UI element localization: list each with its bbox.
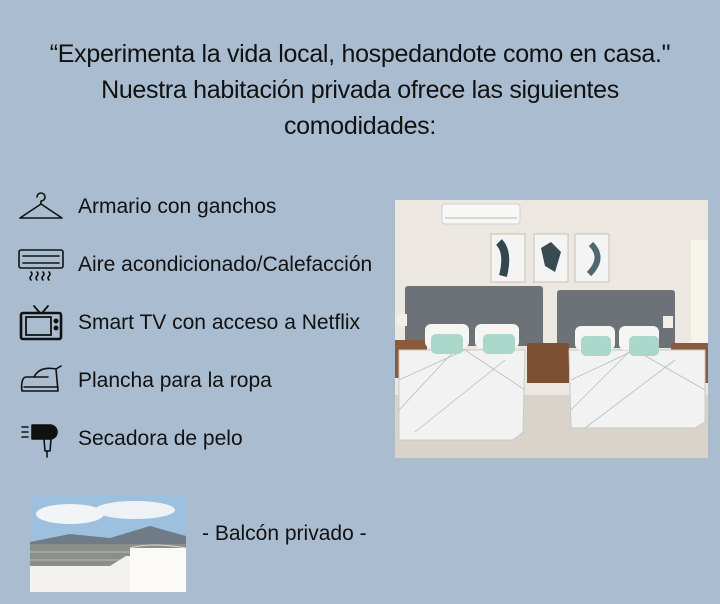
headline-line-3: comodidades:: [283, 112, 437, 140]
amenity-hair-dryer: [16, 410, 396, 468]
amenity-label: Smart TV con acceso a Netflix: [78, 311, 361, 334]
air-conditioner-icon: [16, 245, 66, 285]
balcony-photo: [30, 496, 186, 592]
headline-line-1: “Experimenta la vida local, hospedandote como en casa.": [49, 40, 671, 68]
tv-icon: [16, 303, 66, 343]
headline-line-2: Nuestra habitación privada ofrece las siguientes: [101, 76, 619, 104]
amenity-iron: [16, 352, 396, 410]
amenity-list: [16, 178, 396, 468]
amenity-label: Plancha para la ropa: [78, 369, 272, 392]
balcony-caption: - Balcón privado -: [202, 522, 367, 545]
amenity-air-conditioning: [16, 236, 396, 294]
headline: [0, 36, 720, 144]
amenity-label: Secadora de pelo: [78, 427, 243, 450]
amenity-label: Armario con ganchos: [78, 195, 277, 218]
iron-icon: [16, 361, 66, 401]
bedroom-photo: [395, 200, 708, 458]
hair-dryer-icon: [16, 419, 66, 459]
amenity-label: Aire acondicionado/Calefacción: [78, 253, 373, 276]
amenity-wardrobe: [16, 178, 396, 236]
hanger-icon: [16, 187, 66, 227]
amenity-smart-tv: [16, 294, 396, 352]
